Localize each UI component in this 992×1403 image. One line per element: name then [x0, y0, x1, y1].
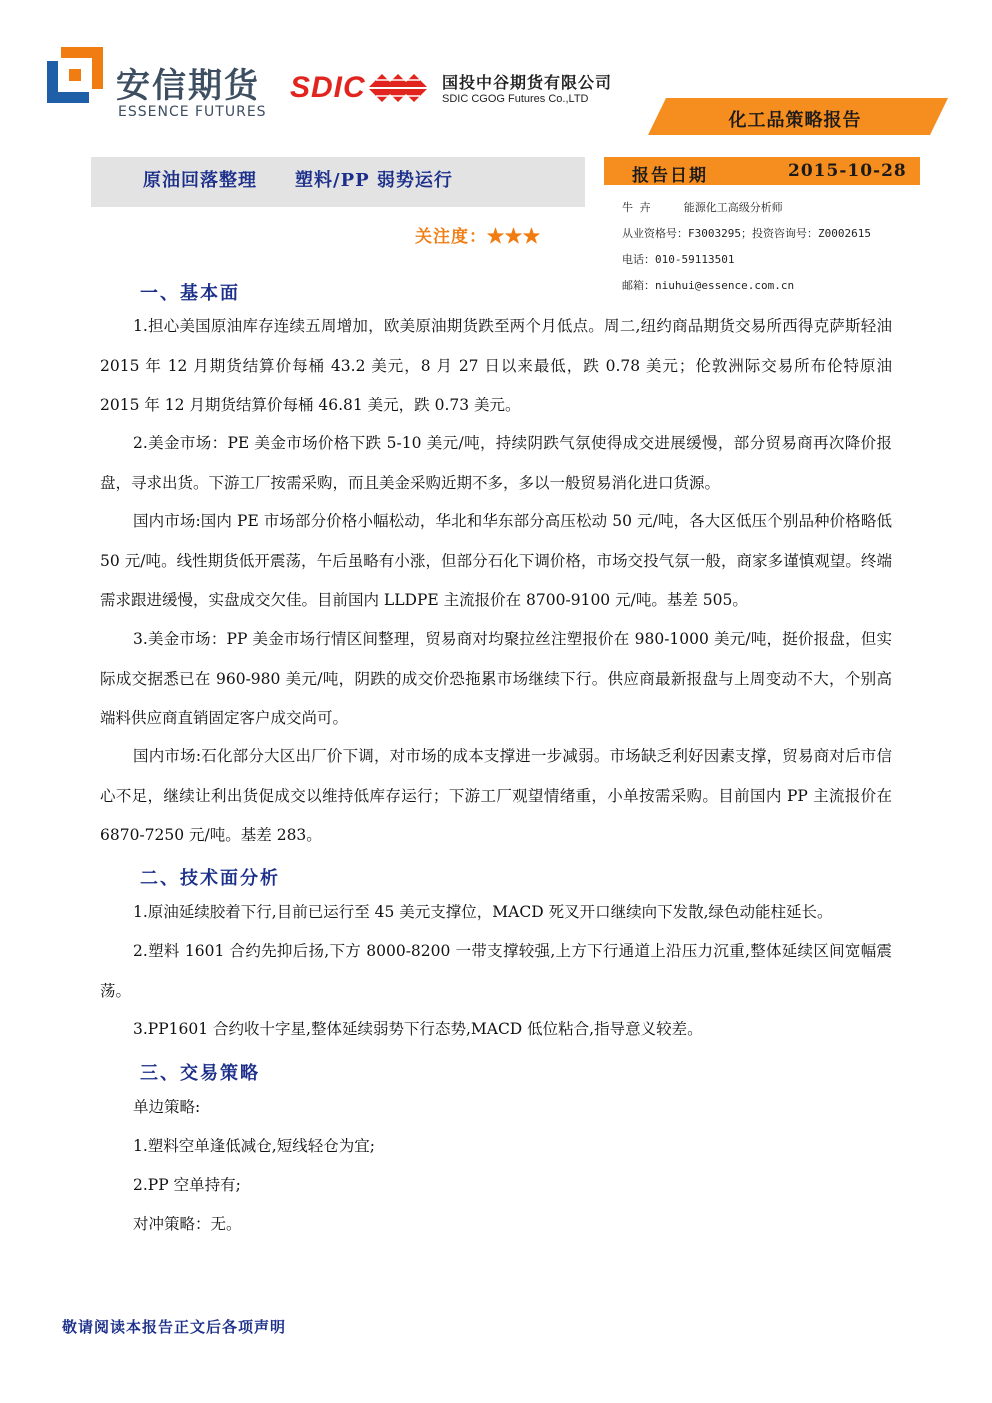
strategy-item-pp: 2.PP 空单持有;: [133, 1176, 241, 1194]
sdic-company-cn: 国投中谷期货有限公司: [442, 73, 613, 92]
attention-stars-icon: ★★★: [487, 227, 541, 247]
analyst-license: 从业资格号：F3003295；投资咨询号：Z0002615: [622, 227, 871, 240]
sdic-diamond-logo-icon: [368, 70, 430, 106]
section-technical-heading: 二、技术面分析: [140, 868, 280, 889]
report-title-sub: 塑料/PP 弱势运行: [295, 170, 453, 191]
paragraph-plastic-technical: 2.塑料 1601 合约先抑后扬,下方 8000-8200 一带支撑较强,上方下行通道上沿压力沉重,整体延续区间宽幅震荡。: [100, 942, 892, 1000]
paragraph-pe-domestic-market: 国内市场:国内 PE 市场部分价格小幅松动，华北和华东部分高压松动 50 元/吨，各大区低压个别品种价格略低 50 元/吨。线性期货低开震荡，午后虽略有小涨，但部分石化下调价格，市场交投气氛一般，商家多谨慎观望。终端需求跟进缓慢，实盘成交欠佳。目前国内 LLDPE 主流报价在 8700-9100 元/吨。基差 505。: [100, 512, 892, 609]
report-title-main: 原油回落整理: [143, 170, 257, 191]
paragraph-pe-dollar-market: 2.美金市场：PE 美金市场价格下跌 5-10 美元/吨，持续阴跌气氛使得成交进展缓慢，部分贸易商再次降价报盘，寻求出货。下游工厂按需采购，而且美金采购近期不多，多以一般贸易消化进口货源。: [100, 434, 892, 492]
paragraph-crude-technical: 1.原油延续胶着下行,目前已运行至 45 美元支撑位，MACD 死叉开口继续向下发散,绿色动能柱延长。: [133, 903, 833, 921]
paragraph-crude-oil: 1.担心美国原油库存连续五周增加，欧美原油期货跌至两个月低点。周二,纽约商品期货交易所西得克萨斯轻油 2015 年 12 月期货结算价每桶 43.2 美元，8 月 27 日以来最低，跌 0.78 美元；伦敦洲际交易所布伦特原油 2015 年 12 月期货结算价每桶 46.81 美元，跌 0.73 美元。: [100, 317, 892, 414]
strategy-single-side-label: 单边策略:: [133, 1098, 201, 1116]
section-fundamentals-heading: 一、基本面: [140, 283, 240, 304]
analyst-email: 邮箱：niuhui@essence.com.cn: [622, 279, 795, 292]
paragraph-pp-technical: 3.PP1601 合约收十字星,整体延续弱势下行态势,MACD 低位粘合,指导意义较差。: [133, 1020, 703, 1038]
strategy-hedge: 对冲策略：无。: [133, 1215, 242, 1233]
essence-logo-en: ESSENCE FUTURES: [118, 104, 267, 120]
essence-logo-icon: [47, 47, 103, 103]
report-type-label: 化工品策略报告: [728, 110, 862, 131]
attention-label: 关注度：: [415, 227, 487, 247]
strategy-item-plastic: 1.塑料空单逢低减仓,短线轻仓为宜;: [133, 1137, 375, 1155]
analyst-phone: 电话：010-59113501: [622, 253, 735, 266]
disclaimer-notice: 敬请阅读本报告正文后各项声明: [62, 1318, 287, 1336]
paragraph-pp-domestic-market: 国内市场:石化部分大区出厂价下调，对市场的成本支撑进一步减弱。市场缺乏利好因素支撑，贸易商对后市信心不足，继续让利出货促成交以维持低库存运行；下游工厂观望情绪重，小单按需采购。目前国内 PP 主流报价在 6870-7250 元/吨。基差 283。: [100, 747, 892, 844]
analyst-name: 牛 卉 能源化工高级分析师: [622, 201, 783, 214]
paragraph-pp-dollar-market: 3.美金市场：PP 美金市场行情区间整理，贸易商对均聚拉丝注塑报价在 980-1000 美元/吨，挺价报盘，但实际成交据悉已在 960-980 美元/吨，阴跌的成交价恐拖累市场继续下行。供应商最新报盘与上周变动不大，个别高端料供应商直销固定客户成交尚可。: [100, 630, 892, 727]
attention-rating: [415, 222, 541, 247]
report-date-value: 2015-10-28: [788, 161, 907, 181]
sdic-company-en: SDIC CGOG Futures Co.,LTD: [442, 93, 589, 105]
section-strategy-heading: 三、交易策略: [140, 1063, 260, 1084]
essence-logo-cn: 安信期货: [116, 66, 260, 106]
sdic-logo-text: SDIC: [290, 71, 366, 104]
report-date-label: 报告日期: [632, 166, 708, 186]
